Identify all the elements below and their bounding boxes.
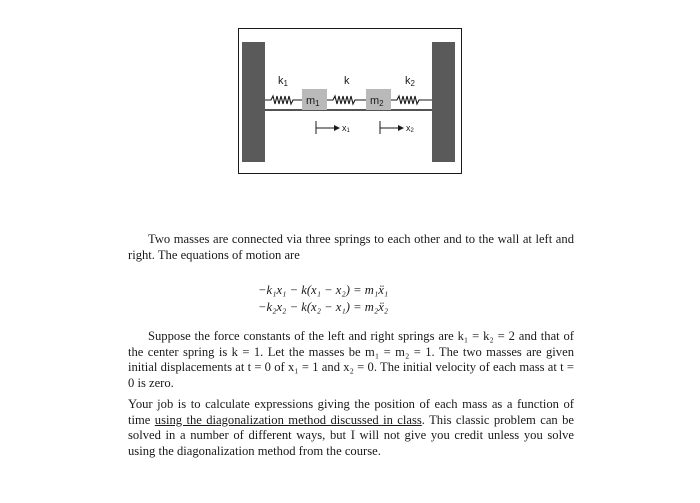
conditions-paragraph: Suppose the force constants of the left and right springs are k₁ = k₂ = 2 and that of the center spring is k = 1. Let the masses be m₁ = m₂ = 1. The two masses are given initial displacements at t = 0 of x₁ = 1 and x₂ = 0. The initial velocity of each mass at t = 0 is zero. (128, 329, 574, 390)
spring-mass-diagram (238, 28, 462, 174)
label-k: k (344, 75, 350, 87)
x2-arrowhead (398, 125, 404, 131)
label-m1: m1 (306, 95, 320, 108)
x1-arrowhead (334, 125, 340, 131)
right-wall (432, 42, 455, 162)
task-text-after: . This classic problem can be solved in a number of different ways, but I will not give you credit unless you solve using the diagonalization method from the course. (128, 412, 574, 458)
spring-k1 (265, 96, 302, 104)
intro-paragraph: Two masses are connected via three springs to each other and to the wall at left and right. The equations of motion are (128, 232, 574, 262)
label-x1: x1 (342, 123, 350, 134)
label-k2: k2 (405, 75, 415, 88)
task-paragraph (128, 397, 574, 459)
equation-1: −k₁x₁ − k(x₁ − x₂) = m₁ẍ₁ (258, 283, 389, 297)
spring-k2 (391, 96, 432, 104)
equation-2: −k₂x₂ − k(x₂ − x₁) = m₂ẍ₂ (258, 300, 389, 314)
task-text-before: Your job is to calculate expressions giving the position of each mass as a function of time (128, 397, 574, 427)
underlined-method-phrase: using the diagonalization method discussed in class (154, 412, 422, 427)
equations-of-motion (258, 282, 458, 316)
label-m2: m2 (370, 95, 384, 108)
spring-k (327, 96, 366, 104)
label-x2: x2 (406, 123, 414, 134)
label-k1: k1 (278, 75, 288, 88)
left-wall (242, 42, 265, 162)
